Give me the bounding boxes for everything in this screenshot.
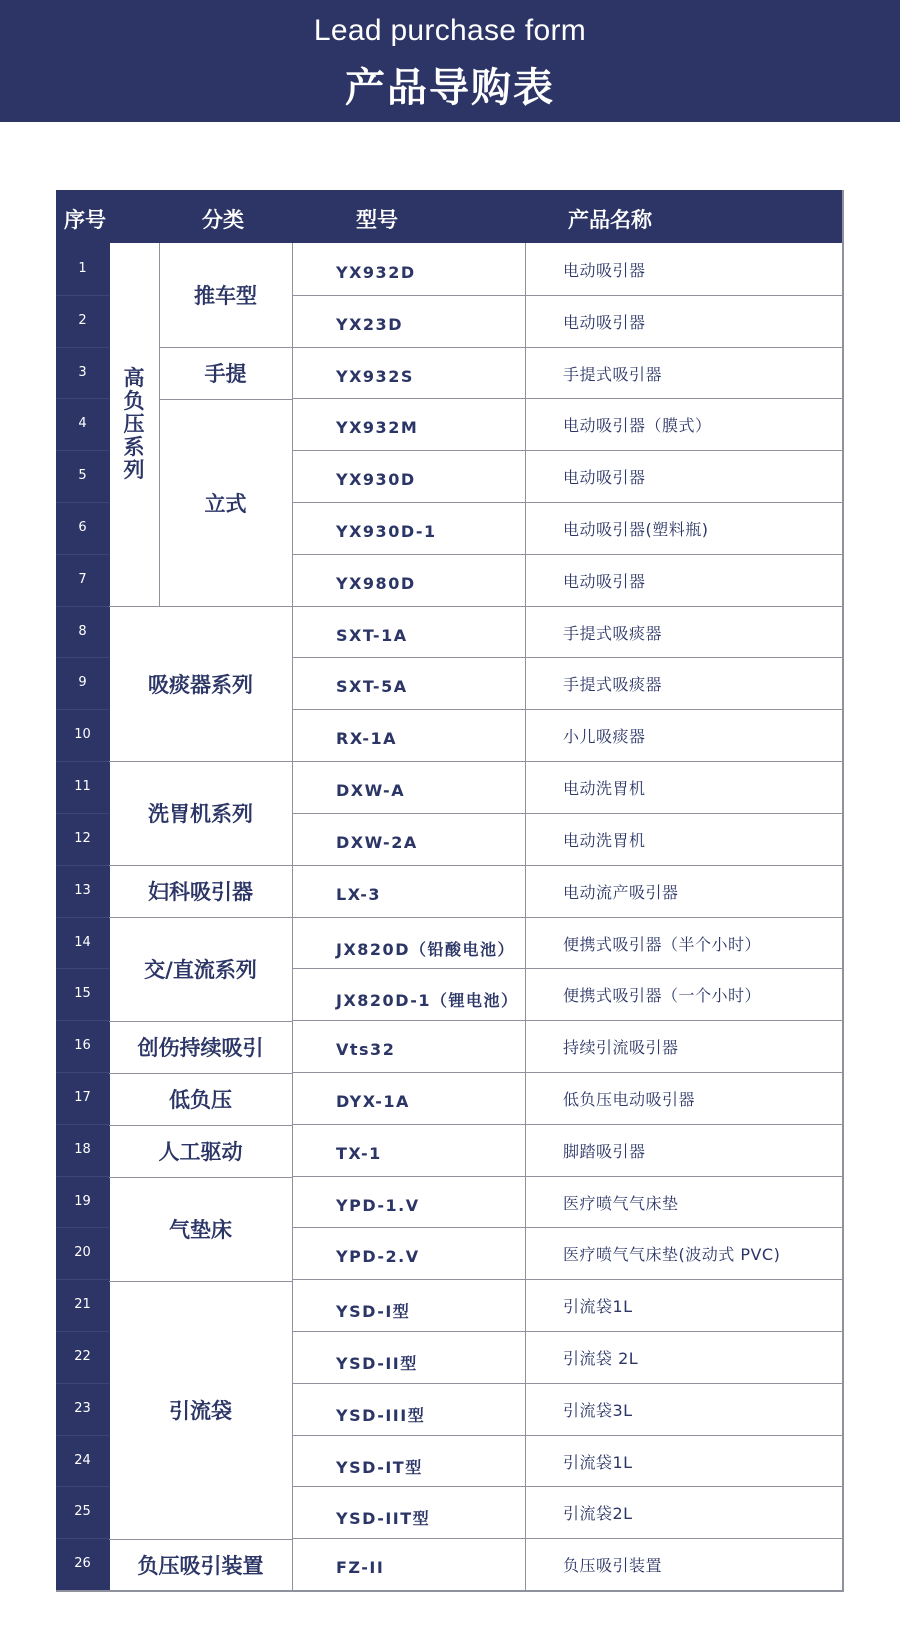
row-divider: [292, 1331, 842, 1332]
row-index: 11: [74, 779, 91, 794]
header-banner: [0, 0, 900, 122]
row-index: 25: [74, 1504, 91, 1519]
grid-line: [109, 1073, 292, 1074]
category-portable: 手提: [204, 362, 247, 386]
model-cell: SXT-5A: [336, 677, 408, 696]
row-index: 17: [74, 1090, 91, 1105]
row-divider: [292, 865, 842, 866]
index-divider: [56, 657, 109, 658]
grid-line: [109, 1125, 292, 1126]
product-name-cell: 低负压电动吸引器: [563, 1090, 696, 1109]
product-name-cell: 医疗喷气气床垫(波动式 PVC): [563, 1245, 781, 1264]
row-divider: [292, 1383, 842, 1384]
model-cell: YSD-III型: [336, 1406, 426, 1425]
row-divider: [292, 657, 842, 658]
index-divider: [56, 554, 109, 555]
row-divider: [292, 1124, 842, 1125]
row-divider: [292, 1072, 842, 1073]
header-product-name: 产品名称: [568, 208, 652, 232]
grid-line: [109, 1177, 292, 1178]
product-name-cell: 手提式吸痰器: [563, 675, 663, 694]
product-name-cell: 引流袋1L: [563, 1297, 633, 1316]
model-cell: FZ-II: [336, 1558, 385, 1577]
model-cell: TX-1: [336, 1144, 382, 1163]
header-index: 序号: [64, 208, 106, 232]
product-name-cell: 电动吸引器: [563, 313, 646, 332]
model-cell: RX-1A: [336, 729, 398, 748]
row-index: 10: [74, 727, 91, 742]
grid-line: [109, 917, 292, 918]
row-index: 20: [74, 1245, 91, 1260]
model-cell: DYX-1A: [336, 1092, 410, 1111]
product-name-cell: 电动吸引器(塑料瓶): [563, 520, 709, 539]
index-divider: [56, 865, 109, 866]
series-char: 系: [123, 435, 145, 459]
product-name-cell: 医疗喷气气床垫: [563, 1194, 679, 1213]
row-index: 3: [78, 365, 87, 380]
series-high-negative-pressure: [109, 243, 159, 606]
title-english: Lead purchase form: [313, 14, 587, 47]
product-name-cell: 手提式吸引器: [563, 365, 663, 384]
index-divider: [56, 917, 109, 918]
product-table: [56, 190, 844, 1592]
row-divider: [292, 1176, 842, 1177]
row-index: 15: [74, 986, 91, 1001]
model-cell: YX23D: [336, 315, 403, 334]
row-index: 6: [78, 520, 87, 535]
row-divider: [292, 347, 842, 348]
product-name-cell: 引流袋3L: [563, 1401, 633, 1420]
index-divider: [56, 1435, 109, 1436]
row-index: 26: [74, 1556, 91, 1571]
product-name-cell: 持续引流吸引器: [563, 1038, 679, 1057]
row-divider: [292, 606, 842, 607]
product-name-cell: 引流袋1L: [563, 1453, 633, 1472]
category-gyn: 妇科吸引器: [148, 880, 253, 904]
model-cell: YPD-1.V: [336, 1196, 420, 1215]
index-divider: [56, 813, 109, 814]
row-divider: [292, 1020, 842, 1021]
product-name-cell: 手提式吸痰器: [563, 624, 663, 643]
index-divider: [56, 1383, 109, 1384]
product-name-cell: 电动吸引器: [563, 468, 646, 487]
header-model: 型号: [356, 208, 398, 232]
category-wound: 创伤持续吸引: [137, 1036, 264, 1060]
index-divider: [56, 347, 109, 348]
index-divider: [56, 1176, 109, 1177]
product-name-cell: 电动洗胃机: [563, 831, 646, 850]
model-cell: YPD-2.V: [336, 1247, 420, 1266]
grid-line: [159, 399, 292, 400]
grid-line: [109, 1281, 292, 1282]
row-divider: [292, 502, 842, 503]
row-divider: [292, 1486, 842, 1487]
grid-line: [159, 243, 160, 606]
model-cell: YSD-I型: [336, 1302, 411, 1321]
product-name-cell: 小儿吸痰器: [563, 727, 646, 746]
series-char: 负: [123, 389, 145, 413]
index-divider: [56, 709, 109, 710]
model-cell: DXW-A: [336, 781, 406, 800]
row-divider: [292, 917, 842, 918]
index-divider: [56, 1486, 109, 1487]
category-low-pressure: 低负压: [169, 1088, 232, 1112]
index-divider: [56, 1331, 109, 1332]
row-divider: [292, 709, 842, 710]
title-chinese: 产品导购表: [345, 65, 555, 111]
index-divider: [56, 450, 109, 451]
index-divider: [56, 1124, 109, 1125]
model-cell: YX932D: [336, 263, 416, 282]
row-divider: [292, 398, 842, 399]
category-acdc: 交/直流系列: [144, 958, 257, 982]
row-index: 4: [78, 416, 87, 431]
row-divider: [292, 968, 842, 969]
row-divider: [292, 1227, 842, 1228]
product-name-cell: 引流袋 2L: [563, 1349, 639, 1368]
grid-line: [159, 347, 292, 348]
model-cell: YX932S: [336, 367, 414, 386]
index-divider: [56, 1072, 109, 1073]
series-char: 列: [123, 458, 145, 482]
index-divider: [56, 398, 109, 399]
category-trolley: 推车型: [194, 284, 257, 308]
category-drainage-bag: 引流袋: [169, 1399, 232, 1423]
row-index: 2: [78, 313, 87, 328]
row-divider: [292, 1279, 842, 1280]
model-cell: YX930D: [336, 470, 416, 489]
model-cell: YX932M: [336, 418, 419, 437]
model-cell: YX930D-1: [336, 522, 437, 541]
row-index: 24: [74, 1453, 91, 1468]
row-index: 13: [74, 883, 91, 898]
row-divider: [292, 761, 842, 762]
index-divider: [56, 502, 109, 503]
row-divider: [292, 450, 842, 451]
row-index: 7: [78, 572, 87, 587]
series-char: 压: [123, 412, 145, 436]
product-name-cell: 负压吸引装置: [563, 1556, 663, 1575]
grid-line: [109, 606, 292, 607]
index-divider: [56, 1538, 109, 1539]
index-divider: [56, 761, 109, 762]
header-category: 分类: [202, 208, 244, 232]
row-index: 23: [74, 1401, 91, 1416]
category-manual: 人工驱动: [158, 1140, 243, 1164]
product-name-cell: 电动吸引器: [563, 572, 646, 591]
model-cell: YX980D: [336, 574, 416, 593]
index-divider: [56, 1020, 109, 1021]
row-divider: [292, 1538, 842, 1539]
model-cell: YSD-II型: [336, 1354, 418, 1373]
index-divider: [56, 968, 109, 969]
product-name-cell: 引流袋2L: [563, 1504, 633, 1523]
row-divider: [292, 813, 842, 814]
category-vertical: 立式: [204, 491, 247, 516]
category-sputum: 吸痰器系列: [148, 672, 253, 697]
row-index: 16: [74, 1038, 91, 1053]
product-name-cell: 电动吸引器（膜式）: [563, 416, 712, 435]
model-cell: DXW-2A: [336, 833, 418, 852]
row-divider: [292, 295, 842, 296]
row-index: 14: [74, 935, 91, 950]
category-air-bed: 气垫床: [169, 1218, 232, 1242]
row-index: 21: [74, 1297, 91, 1312]
index-divider: [56, 606, 109, 607]
row-index: 19: [74, 1194, 91, 1209]
model-cell: JX820D-1（锂电池）: [336, 991, 519, 1010]
grid-line: [109, 761, 292, 762]
table-header: [56, 190, 842, 243]
product-name-cell: 电动流产吸引器: [563, 883, 679, 902]
grid-line: [109, 865, 292, 866]
model-cell: YSD-IT型: [336, 1458, 423, 1477]
model-cell: JX820D（铅酸电池）: [336, 940, 515, 959]
product-name-cell: 电动洗胃机: [563, 779, 646, 798]
index-divider: [56, 295, 109, 296]
index-divider: [56, 1279, 109, 1280]
row-index: 12: [74, 831, 91, 846]
row-divider: [292, 1435, 842, 1436]
row-index: 22: [74, 1349, 91, 1364]
grid-line: [109, 1021, 292, 1022]
series-char: 高: [123, 366, 145, 390]
model-cell: YSD-IIT型: [336, 1509, 431, 1528]
index-divider: [56, 1227, 109, 1228]
product-name-cell: 电动吸引器: [563, 261, 646, 280]
product-name-cell: 便携式吸引器（一个小时）: [563, 986, 762, 1005]
row-index: 5: [78, 468, 87, 483]
grid-line: [109, 1539, 292, 1540]
model-cell: Vts32: [336, 1040, 396, 1059]
row-index: 1: [78, 261, 87, 276]
model-cell: SXT-1A: [336, 626, 408, 645]
row-index: 18: [74, 1142, 91, 1157]
row-index: 9: [78, 675, 87, 690]
category-gastric: 洗胃机系列: [148, 802, 253, 826]
model-cell: LX-3: [336, 885, 381, 904]
row-divider: [292, 554, 842, 555]
category-suction-device: 负压吸引装置: [137, 1553, 264, 1578]
product-name-cell: 便携式吸引器（半个小时）: [563, 935, 762, 954]
product-name-cell: 脚踏吸引器: [563, 1142, 646, 1161]
row-index: 8: [78, 624, 87, 639]
